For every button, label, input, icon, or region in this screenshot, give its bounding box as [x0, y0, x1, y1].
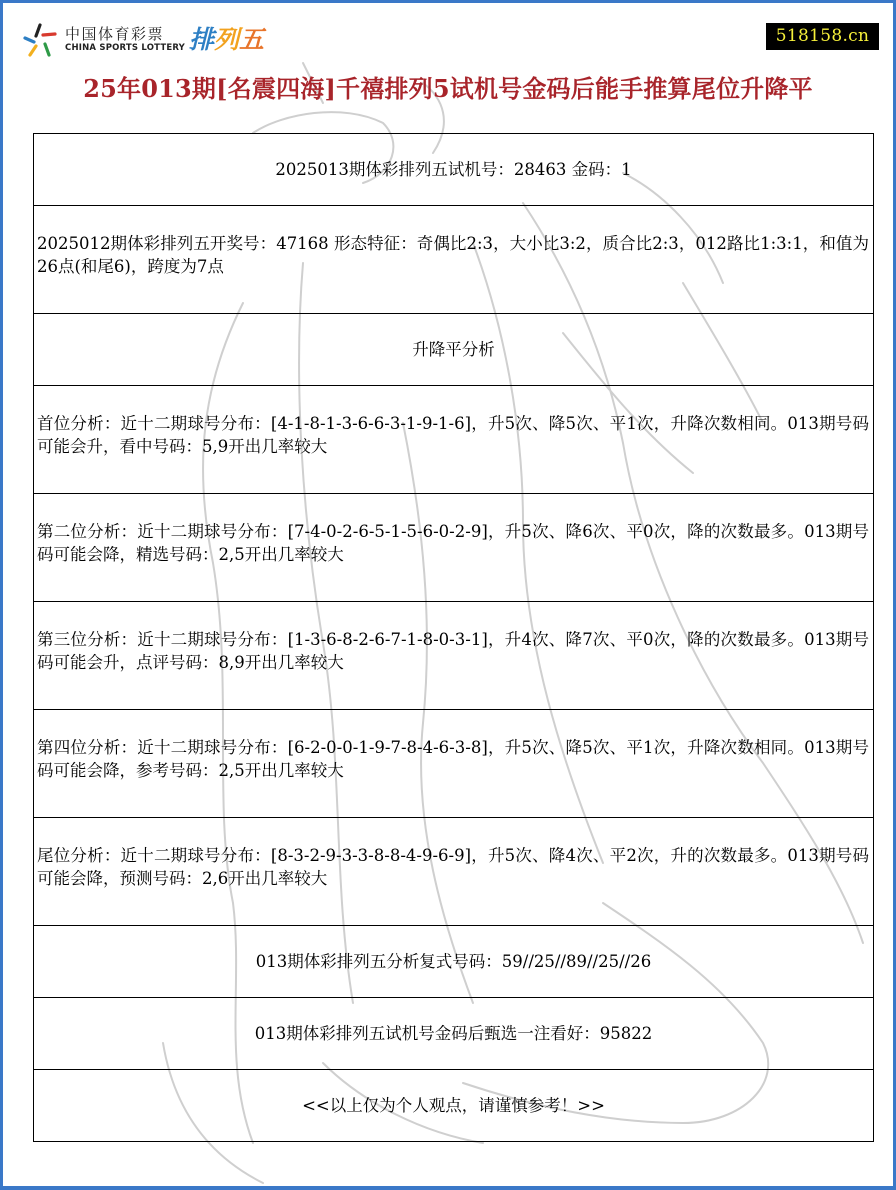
- position-5-analysis-text: 尾位分析：近十二期球号分布：[8-3-2-9-3-3-8-8-4-9-6-9]，升5次、降4次、平2次，升的次数最多。013期号码可能会降，预测号码：2,6开出几率较大: [37, 845, 869, 888]
- compound-numbers-row: [34, 926, 873, 998]
- position-4-analysis-text: 第四位分析：近十二期球号分布：[6-2-0-0-1-9-7-8-4-6-3-8]，升5次、降5次、平1次，升降次数相同。013期号码可能会降，参考号码：2,5开出几率较大: [37, 737, 869, 780]
- recommended-pick-row: [34, 998, 873, 1070]
- previous-draw-text: 2025012期体彩排列五开奖号：47168 形态特征：奇偶比2:3，大小比3:2，质合比2:3，012路比1:3:1，和值为26点(和尾6)，跨度为7点: [37, 233, 869, 276]
- position-3-analysis-row: [34, 602, 873, 710]
- section-heading-row: [34, 314, 873, 386]
- section-heading: 升降平分析: [412, 340, 495, 359]
- disclaimer-text: <<以上仅为个人观点，请谨慎参考！>>: [302, 1096, 605, 1115]
- page-title: 25年013期[名震四海]千禧排列5试机号金码后能手推算尾位升降平: [83, 74, 813, 103]
- position-2-analysis-row: [34, 494, 873, 602]
- position-1-analysis-text: 首位分析：近十二期球号分布：[4-1-8-1-3-6-6-3-1-9-1-6]，升5次、降5次、平1次，升降次数相同。013期号码可能会升，看中号码：5,9开出几率较大: [37, 413, 869, 456]
- disclaimer-row: [34, 1070, 873, 1142]
- position-5-analysis-row: [34, 818, 873, 926]
- header: [3, 3, 893, 63]
- analysis-table: [33, 133, 874, 1142]
- logo-org-en: CHINA SPORTS LOTTERY: [65, 43, 185, 53]
- previous-draw-row: [34, 206, 873, 314]
- trial-number-row: [34, 134, 873, 206]
- recommended-pick-text: 013期体彩排列五试机号金码后甄选一注看好：95822: [254, 1024, 653, 1043]
- sports-lottery-star-icon: [21, 21, 59, 59]
- position-1-analysis-row: [34, 386, 873, 494]
- compound-numbers-text: 013期体彩排列五分析复式号码：59//25//89//25//26: [255, 952, 652, 971]
- position-3-analysis-text: 第三位分析：近十二期球号分布：[1-3-6-8-2-6-7-1-8-0-3-1]，升4次、降7次、平0次，降的次数最多。013期号码可能会升，点评号码：8,9开出几率较大: [37, 629, 869, 672]
- position-2-analysis-text: 第二位分析：近十二期球号分布：[7-4-0-2-6-5-1-5-6-0-2-9]，升5次、降6次、平0次，降的次数最多。013期号码可能会降，精选号码：2,5开出几率较大: [37, 521, 869, 564]
- position-4-analysis-row: [34, 710, 873, 818]
- logo-org-cn: 中国体育彩票: [65, 25, 165, 43]
- logo-game-name: 排列五: [188, 25, 265, 54]
- trial-number-text: 2025013期体彩排列五试机号：28463 金码：1: [275, 160, 632, 179]
- site-domain-badge[interactable]: 518158.cn: [766, 23, 879, 50]
- lottery-logo[interactable]: [21, 21, 264, 59]
